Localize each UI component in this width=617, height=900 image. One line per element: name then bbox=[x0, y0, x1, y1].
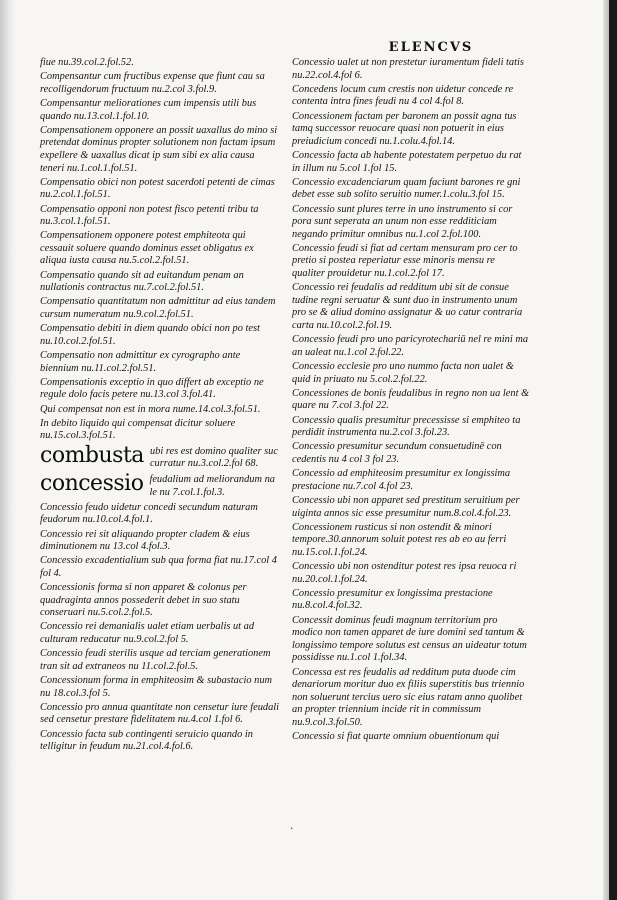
index-entry: Concessio ualet ut non prestetur iuramentum fideli tatis nu.22.col.4.fol 6. bbox=[292, 57, 524, 81]
right-entries bbox=[292, 57, 530, 744]
index-entry: Concessio sunt plures terre in uno instrumento si cor pora sunt seperata an unum non esse redditiciam negando primitur omnibus nu.1.col 2.fol.100. bbox=[292, 203, 513, 240]
index-entry: Compensantur cum fructibus expense que fiunt cau sa recolligendorum fructuum nu.2.col 3.fol.9. bbox=[40, 71, 265, 95]
concessio-text: feudalium ad meliorandum na le nu 7.col.1.fol.3. bbox=[149, 474, 275, 498]
index-entry: Concessio excadenciarum quam faciunt barones re gni debet esse sub solito seruitio numer.1.colu.3.fol 15. bbox=[292, 176, 521, 201]
index-entry: Concessio feudi si fiat ad certam mensuram pro cer to pretio si postea reperiatur esse minoris mensu re qualiter prouidetur nu.1.col.2.fol 17. bbox=[292, 242, 518, 280]
index-entry: Concessiones de bonis feudalibus in regno non ua lent & quare nu 7.col 3.fol 22. bbox=[292, 387, 530, 412]
left-entries bbox=[40, 57, 280, 443]
index-entry: Compensantur meliorationes cum impensis utili bus quando nu.13.col.1.fol.10. bbox=[40, 97, 257, 122]
running-head-text: ELENCVS bbox=[388, 40, 474, 55]
page-mark: · bbox=[290, 822, 294, 835]
scan-border bbox=[609, 0, 617, 900]
index-entry: Concessio qualis presumitur precessisse si emphiteo ta perdidit instrumenta nu.2.col 3.fol.23. bbox=[292, 414, 521, 439]
combusta-heading: combusta bbox=[40, 442, 144, 468]
index-entry: Concessionum forma in emphiteosim & subastacio num nu 18.col.3.fol 5. bbox=[40, 675, 273, 699]
index-entry: Concessio feudi pro uno paricyrotechariū nel re mini ma an ualeat nu.1.col 2.fol.22. bbox=[292, 334, 529, 358]
running-head bbox=[0, 40, 617, 55]
index-entry: Compensatio opponi non potest fisco petenti tribu ta nu.3.col.1.fol.51. bbox=[40, 203, 259, 228]
index-entry: Concessio rei sit aliquando propter cladem & eius diminutionem nu 13.col 4.fol.3. bbox=[40, 528, 250, 553]
combusta-text: ubi res est domino qualiter suc curratur nu.3.col.2.fol 68. bbox=[149, 445, 278, 470]
index-entry: Concessio presumitur secundum consuetudinē con cedentis nu 4 col 3 fol 23. bbox=[292, 441, 502, 465]
index-entry: Compensationem opponere an possit uaxallus do mino si pretendat dominus propter solutionem non factam ipsum expellere & uaxallus dicat ip sum sibi ex alia causa teneri nu.1.col.1.fol.51. bbox=[40, 124, 278, 174]
index-entry: Concedens locum cum crestis non uidetur concede re contenta intra fines feudi nu 4 col 4.fol 8. bbox=[292, 83, 514, 108]
index-entry: Concessio feudi sterilis usque ad terciam generationem tran sit ad extraneos nu 11.col.2.fol.5. bbox=[40, 648, 271, 672]
index-entry: Compensationis exceptio in quo differt ab exceptio ne regule dolo facis petere nu.13.col 3.fol.41. bbox=[40, 376, 264, 401]
index-entry: Concessio rei feudalis ad redditum ubi sit de consue tudine regni seruatur & sunt duo in instrumento unum pro se & aliud domino assignatur & uo catur contraria carta nu.10.col.2.fol.19. bbox=[292, 282, 523, 332]
combusta-block bbox=[40, 442, 280, 470]
index-entry: Concessio presumitur ex longissima prestacione nu.8.col.4.fol.32. bbox=[292, 587, 493, 612]
index-entry: Concessio si fiat quarte omnium obuentionum qui bbox=[292, 731, 500, 743]
index-entry: Concessio ubi non apparet sed prestitum seruitium per uiginta annos sic esse presumitur num.8.col.4.fol.23. bbox=[292, 494, 520, 519]
index-entry: Concessio rei demanialis ualet etiam uerbalis ut ad culturam reducatur nu.9.col.2.fol 5. bbox=[40, 621, 255, 646]
index-entry: Concessio facta sub contingenti seruicio quando in telligitur in feudum nu.21.col.4.fol.6. bbox=[40, 728, 253, 753]
index-column-left bbox=[40, 57, 280, 755]
index-entry: Compensatio quando sit ad euitandum penam an nullationis contractus nu.7.col.2.fol.51. bbox=[40, 269, 244, 294]
index-entry: Qui compensat non est in mora nume.14.col.3.fol.51. bbox=[40, 403, 261, 415]
index-entry: Concessio ad emphiteosim presumitur ex longissima prestacione nu.7.col 4.fol 23. bbox=[292, 468, 511, 492]
index-entry: Concessionem rusticus si non ostendit & minori tempore.30.annorum soluit potest res ab eo au ferri nu.15.col.1.fol.24. bbox=[292, 521, 507, 558]
index-entry: Concessio ubi non ostenditur potest res ipsa reuoca ri nu.20.col.1.fol.24. bbox=[292, 561, 517, 585]
index-column-right bbox=[292, 57, 530, 745]
index-entry: Concessionem factam per baronem an possit agna tus tamq successor reuocare quasi non potuerit in eius preiudicium concedi nu.1.colu.4.fol.14. bbox=[292, 110, 517, 147]
index-entry: Concessio pro annua quantitate non censetur iure feudali sed censetur prestare fidelitatem nu.4.col 1.fol 6. bbox=[40, 701, 280, 726]
concessio-block bbox=[40, 473, 280, 498]
index-entry: Concessit dominus feudi magnum territorium pro modico non tamen apparet de iure domini sed tantum & longissimo tempore solutus est census an uideatur totum possidisse nu.1.col 1.fol.34. bbox=[292, 614, 527, 664]
index-entry: Concessio ecclesie pro uno nummo facta non ualet & quid in priuato nu 5.col.2.fol.22. bbox=[292, 361, 514, 385]
index-entry: Concessio facta ab habente potestatem perpetuo du rat in illum nu 5.col 1.fol 15. bbox=[292, 149, 522, 174]
index-entry: Compensationem opponere potest emphiteota qui cessauit soluere quando dominus esset obligatus ex aliqua iusta causa nu.5.col.2.fol.51. bbox=[40, 230, 254, 267]
index-entry: Concessio feudo uidetur concedi secundum naturam feudorum nu.10.col.4.fol.1. bbox=[40, 501, 258, 526]
left-entries-after bbox=[40, 502, 280, 754]
concessio-heading: concessio bbox=[40, 471, 144, 497]
index-entry: Concessio excadentialium sub qua forma fiat nu.17.col 4 fol 4. bbox=[40, 555, 277, 579]
index-entry: Compensatio obici non potest sacerdoti petenti de cimas nu.2.col.1.fol.51. bbox=[40, 176, 275, 201]
index-entry: fiue nu.39.col.2.fol.52. bbox=[40, 57, 134, 68]
index-entry: Concessa est res feudalis ad redditum puta duode cim denariorum moritur duo ex filiis superstitis bus triennio non soluerunt tercius uero sic eius ratam anno quolibet an propter triennium incide rit in commissum nu.9.col.3.fol.50. bbox=[292, 666, 525, 728]
page-gutter-shadow bbox=[0, 0, 16, 900]
index-entry: Compensatio debiti in diem quando obici non po test nu.10.col.2.fol.51. bbox=[40, 323, 260, 347]
index-entry: Compensatio non admittitur ex cyrographo ante biennium nu.11.col.2.fol.51. bbox=[40, 350, 241, 374]
index-entry: Concessionis forma si non apparet & colonus per quadraginta annos possederit debet in suo statu conseruari nu.5.col.2.fol.5. bbox=[40, 582, 247, 619]
index-entry: In debito liquido qui compensat dicitur soluere nu.15.col.3.fol.51. bbox=[40, 417, 236, 442]
index-entry: Compensatio quantitatum non admittitur ad eius tandem cursum numeratum nu.9.col.2.fol.51. bbox=[40, 296, 276, 321]
